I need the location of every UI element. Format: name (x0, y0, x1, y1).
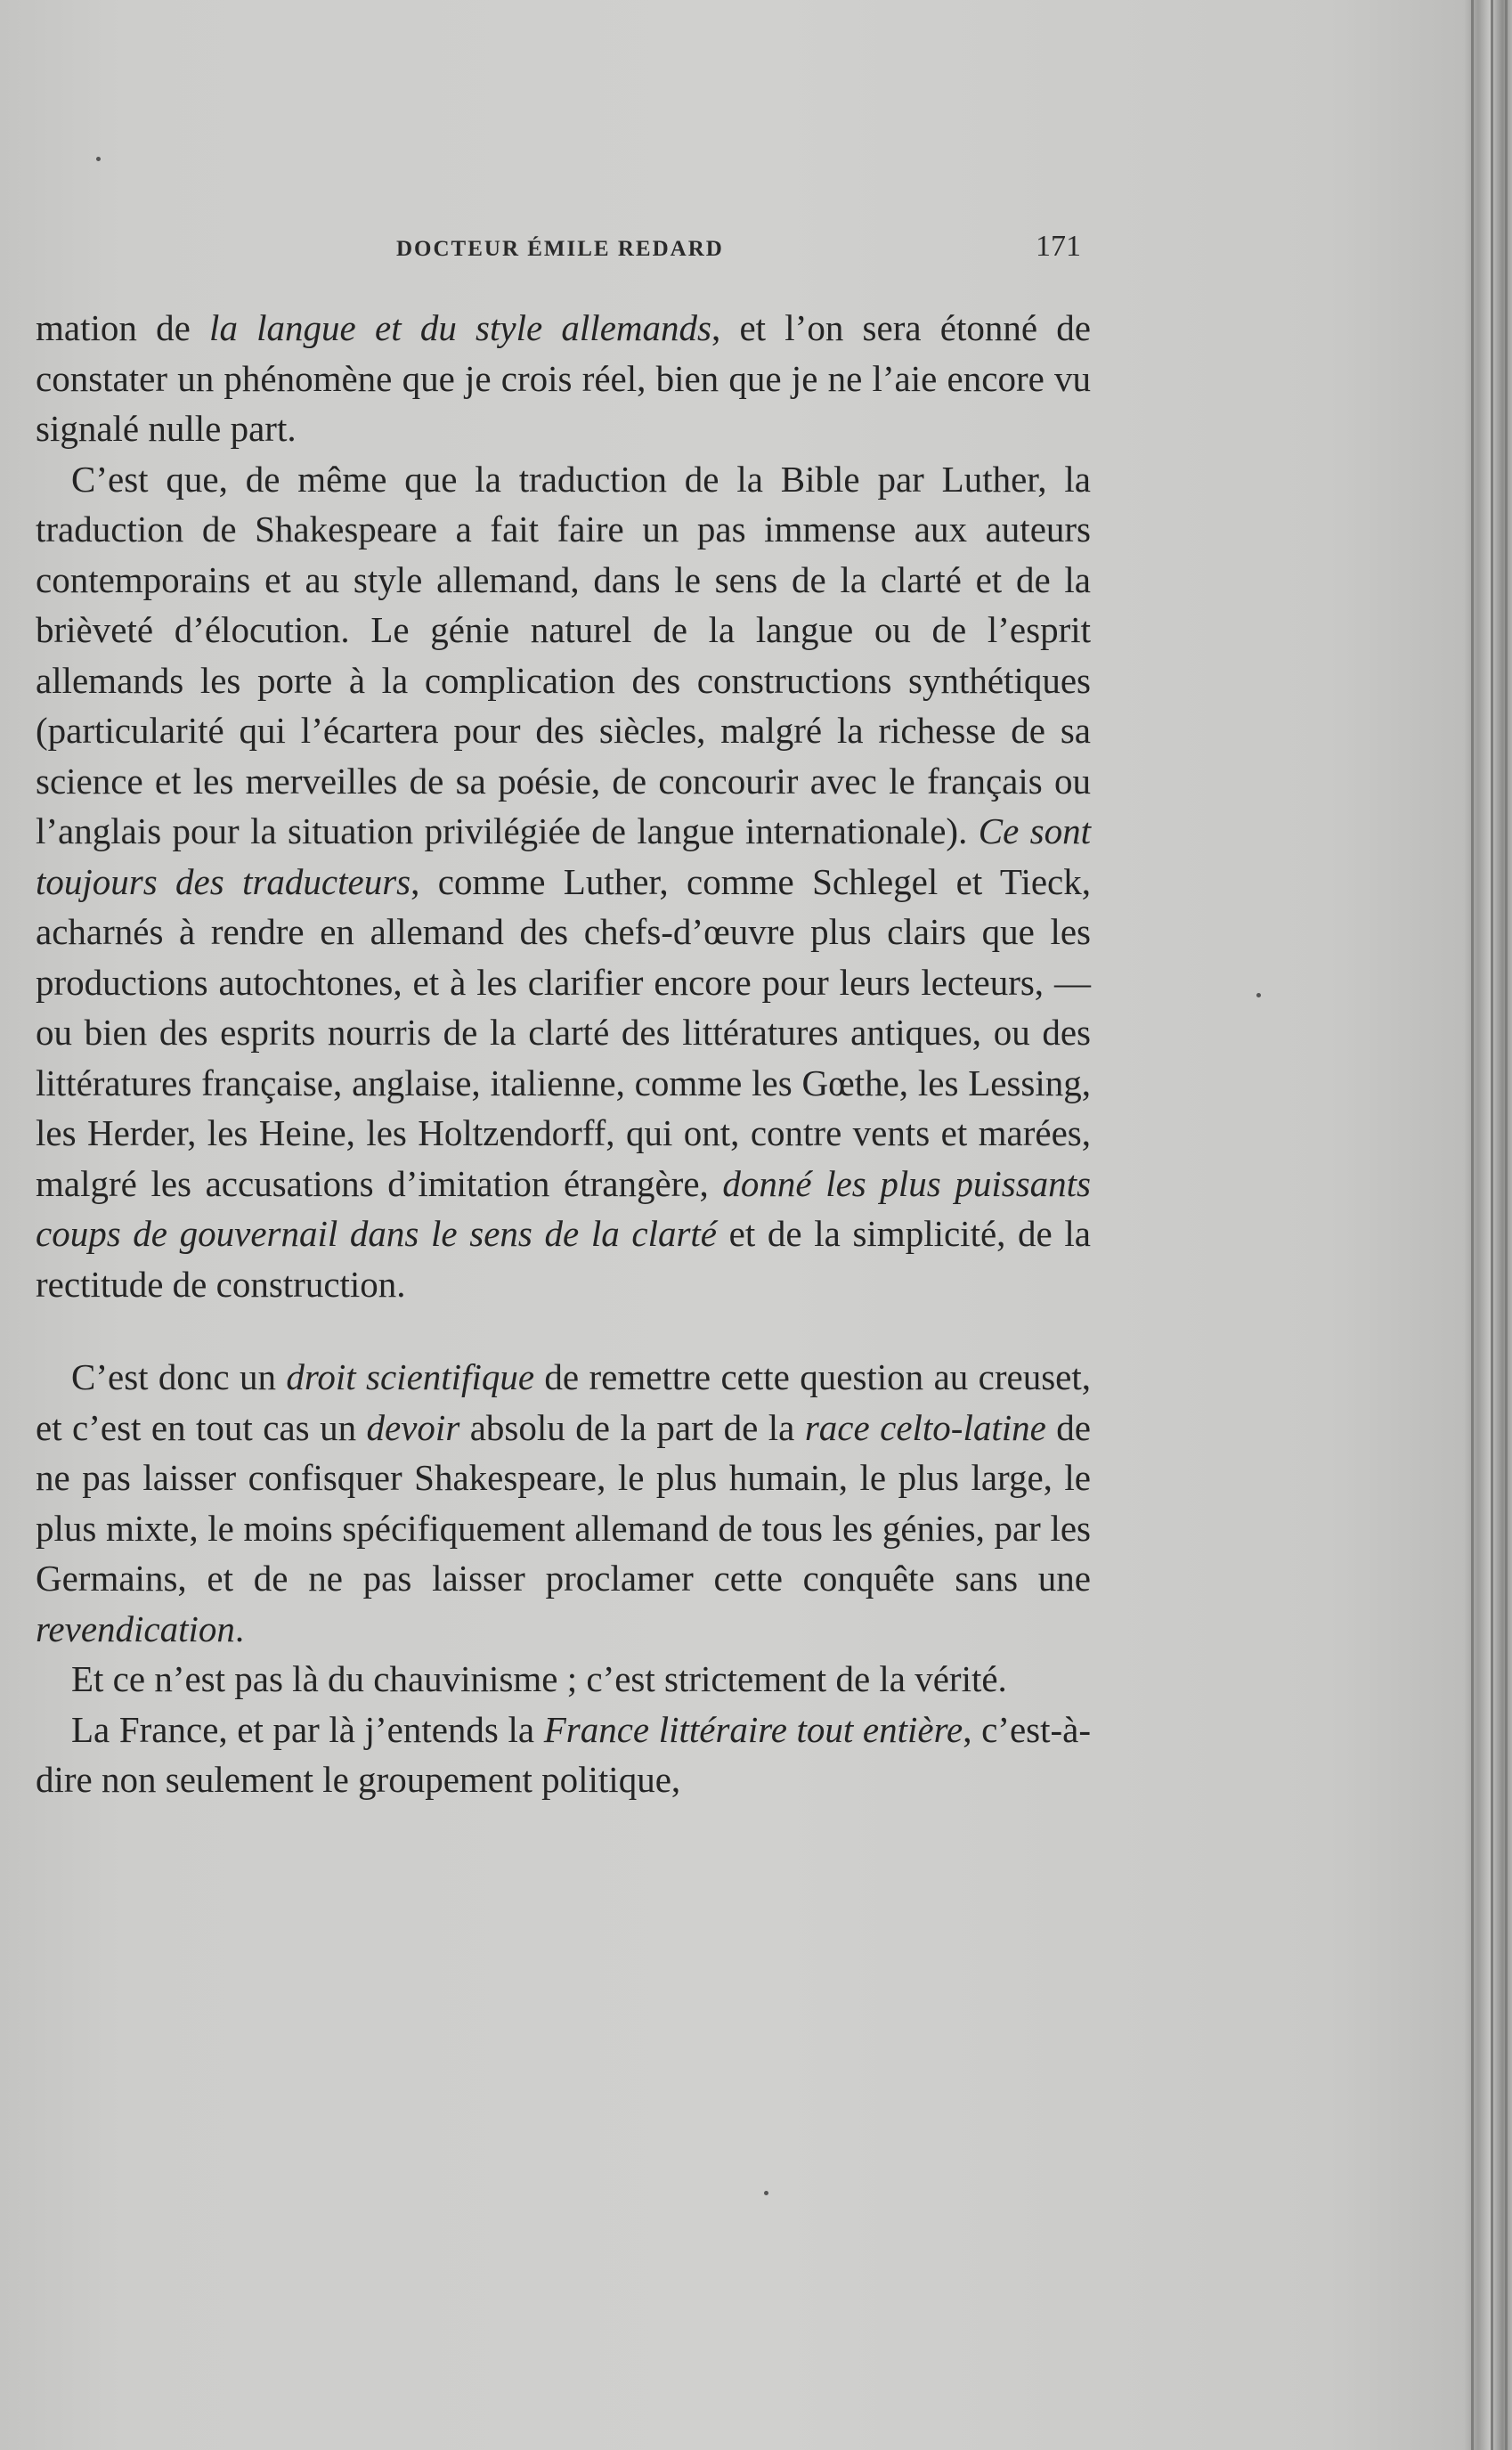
running-head: DOCTEUR ÉMILE REDARD (396, 237, 724, 261)
text-run: et de la simplicité, de la rectitude de construction. (36, 1213, 1091, 1305)
paragraph-2 (36, 454, 1091, 1310)
italic-text: devoir (366, 1406, 460, 1448)
text-run: La France, et par là j’entends la (71, 1708, 544, 1750)
scan-speck (96, 157, 101, 161)
text-run: , c’est-à-dire non seulement le groupement politique, (36, 1708, 1091, 1800)
italic-text: France littéraire tout entière (543, 1708, 963, 1750)
text-run: Et ce n’est pas là du chauvinisme ; c’est strictement de la vérité. (71, 1658, 1007, 1699)
italic-text: donné les plus puissants coups de gouvernail dans le sens de la clarté (36, 1162, 1092, 1254)
italic-text: droit scientifique (286, 1356, 535, 1397)
text-run: de remettre cette question au creuset, et c’est en tout cas un (36, 1356, 1092, 1448)
italic-text: la langue et du style allemands (209, 307, 711, 348)
paragraph-4 (36, 1654, 1091, 1705)
text-run: mation de (36, 307, 210, 348)
paragraph-5 (36, 1705, 1091, 1805)
scan-speck (1256, 993, 1261, 997)
text-run: , comme Luther, comme Schlegel et Tieck, acharnés à rendre en allemand des chefs-d’œuvre plus clairs que les productions autochtones, et à les clarifier encore pour leurs lecteurs, — ou bien des esprits nourris de la clarté des littératures antiques, ou des littératures française, anglaise, italienne, comme les Gœthe, les Lessing, les Herder, les Heine, les Holtzendorff, qui ont, contre vents et marées, malgré les accusations d’imitation étrangère, (36, 860, 1091, 1204)
text-run: C’est donc un (71, 1356, 287, 1397)
italic-text: revendication (36, 1608, 235, 1649)
paragraph-spacer (36, 1309, 1091, 1352)
text-run: de ne pas laisser confisquer Shakespeare, le plus humain, le plus large, le plus mixte, le moins spécifiquement allemand de tous les génies, par les Germains, et de ne pas laisser proclamer cette conquête sans une (36, 1406, 1091, 1599)
paragraph-3 (36, 1352, 1091, 1654)
italic-text: race celto-latine (804, 1406, 1046, 1448)
italic-text: Ce sont toujours des traducteurs (36, 810, 1091, 902)
paragraph-1 (36, 303, 1091, 454)
scan-speck (764, 2191, 768, 2195)
text-run: . (234, 1608, 245, 1649)
text-run: , et l’on sera étonné de constater un phénomène que je crois réel, bien que je ne l’aie encore vu signalé nulle part. (36, 307, 1092, 449)
page-number: 171 (1036, 230, 1081, 263)
text-run: C’est que, de même que la traduction de la Bible par Luther, la traduction de Shakespeare a fait faire un pas immense aux auteurs contemporains et au style allemand, dans le sens de la clarté et de la brièveté d’élocution. Le génie naturel de la langue ou de l’esprit allemands les porte à la complication des constructions synthétiques (particularité qui l’écartera pour des siècles, malgré la richesse de sa science et les merveilles de sa poésie, de concourir avec le français ou l’anglais pour la situation privilégiée de langue internationale). (36, 458, 1091, 851)
text-run: absolu de la part de la (459, 1406, 805, 1448)
page-text (36, 303, 1091, 1805)
